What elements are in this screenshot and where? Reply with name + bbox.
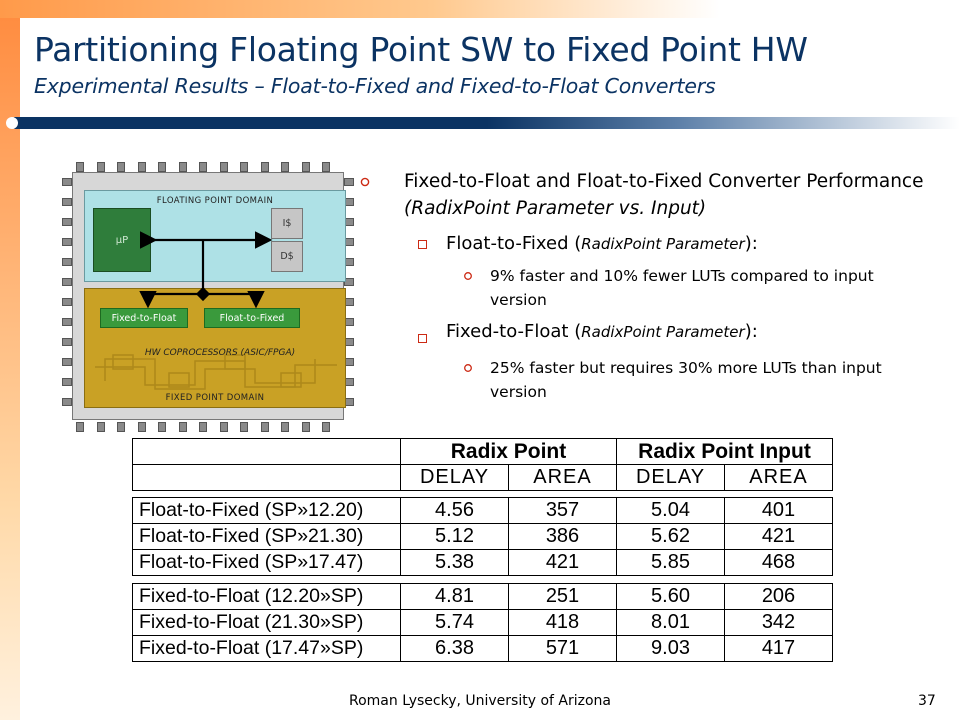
title-divider-dot <box>6 117 18 129</box>
bullet-float-to-fixed-detail: 9% faster and 10% fewer LUTs compared to input version <box>490 267 874 309</box>
group-header-radix-point-input: Radix Point Input <box>617 439 833 465</box>
fixed-to-float-converter: Fixed-to-Float <box>100 308 188 328</box>
bullet-fixed-to-float <box>446 318 758 346</box>
table-cell: 4.56 <box>401 498 509 524</box>
table-cell: 5.12 <box>401 524 509 550</box>
title-divider <box>14 117 960 129</box>
row-label: Fixed-to-Float (12.20»SP) <box>133 584 401 610</box>
instruction-cache-block: I$ <box>271 208 303 239</box>
sub1-close: ): <box>744 233 758 254</box>
bullet-main <box>404 168 924 222</box>
bullet-fixed-to-float-detail: 25% faster but requires 30% more LUTs than input version <box>490 359 882 401</box>
group-header-radix-point: Radix Point <box>401 439 617 465</box>
bullet-circle-icon <box>360 177 370 187</box>
data-cache-block: D$ <box>271 241 303 272</box>
table-cell: 571 <box>509 636 617 662</box>
top-accent-bar <box>0 0 960 18</box>
bullet-circle-icon <box>463 363 473 373</box>
table-cell: 9.03 <box>617 636 725 662</box>
row-label: Float-to-Fixed (SP»21.30) <box>133 524 401 550</box>
sub2-close: ): <box>744 321 758 342</box>
header-corner <box>133 439 401 465</box>
slide-title: Partitioning Floating Point SW to Fixed Point HW <box>34 30 808 69</box>
bullet-square-icon <box>418 240 427 249</box>
sub-header-delay: DELAY <box>401 465 509 491</box>
row-label: Float-to-Fixed (SP»12.20) <box>133 498 401 524</box>
sub-header-row <box>133 465 833 491</box>
sub-header-delay: DELAY <box>617 465 725 491</box>
page-number: 37 <box>918 693 936 709</box>
table-cell: 8.01 <box>617 610 725 636</box>
table-separator <box>133 576 833 584</box>
table-cell: 5.74 <box>401 610 509 636</box>
row-label: Fixed-to-Float (21.30»SP) <box>133 610 401 636</box>
bus-connections <box>60 160 356 432</box>
table-row <box>133 584 833 610</box>
table-row <box>133 524 833 550</box>
bullet-main-italic: (RadixPoint Parameter vs. Input) <box>404 198 707 219</box>
row-label: Fixed-to-Float (17.47»SP) <box>133 636 401 662</box>
sub2-text: Fixed-to-Float ( <box>446 321 582 342</box>
table-cell: 6.38 <box>401 636 509 662</box>
table-cell: 5.38 <box>401 550 509 576</box>
table-cell: 421 <box>509 550 617 576</box>
table-row <box>133 498 833 524</box>
bullet-float-to-fixed <box>446 230 758 258</box>
sub-header-area: AREA <box>509 465 617 491</box>
table-cell: 418 <box>509 610 617 636</box>
floating-domain-label: FLOATING POINT DOMAIN <box>156 196 274 206</box>
float-to-fixed-converter: Float-to-Fixed <box>204 308 300 328</box>
table-cell: 5.62 <box>617 524 725 550</box>
slide-subtitle: Experimental Results – Float-to-Fixed and Fixed-to-Float Converters <box>34 74 716 98</box>
table-cell: 251 <box>509 584 617 610</box>
table-cell: 468 <box>725 550 833 576</box>
table-cell: 417 <box>725 636 833 662</box>
sub1-text: Float-to-Fixed ( <box>446 233 582 254</box>
left-accent-bar <box>0 0 20 720</box>
table-cell: 206 <box>725 584 833 610</box>
sub2-italic: RadixPoint Parameter <box>581 323 745 341</box>
table-cell: 386 <box>509 524 617 550</box>
microprocessor-block: µP <box>93 208 151 272</box>
sub1-italic: RadixPoint Parameter <box>581 235 745 253</box>
sub-header-area: AREA <box>725 465 833 491</box>
bullet-circle-icon <box>463 271 473 281</box>
table-row <box>133 550 833 576</box>
results-table <box>132 438 833 662</box>
table-cell: 421 <box>725 524 833 550</box>
table-cell: 401 <box>725 498 833 524</box>
fixed-domain-label: FIXED POINT DOMAIN <box>165 393 265 403</box>
group-header-row <box>133 439 833 465</box>
hw-coprocessors-label: HW COPROCESSORS (ASIC/FPGA) <box>144 348 296 358</box>
table-cell: 342 <box>725 610 833 636</box>
bullet-square-icon <box>418 334 427 343</box>
table-cell: 5.04 <box>617 498 725 524</box>
table-cell: 5.85 <box>617 550 725 576</box>
row-label: Float-to-Fixed (SP»17.47) <box>133 550 401 576</box>
header-corner <box>133 465 401 491</box>
table-separator <box>133 491 833 498</box>
table-cell: 357 <box>509 498 617 524</box>
slide-footer: Roman Lysecky, University of Arizona <box>348 693 611 709</box>
soc-diagram <box>60 160 356 432</box>
table-cell: 5.60 <box>617 584 725 610</box>
table-cell: 4.81 <box>401 584 509 610</box>
bullet-main-text: Fixed-to-Float and Float-to-Fixed Converter Performance <box>404 171 924 192</box>
table-row <box>133 636 833 662</box>
table-row <box>133 610 833 636</box>
